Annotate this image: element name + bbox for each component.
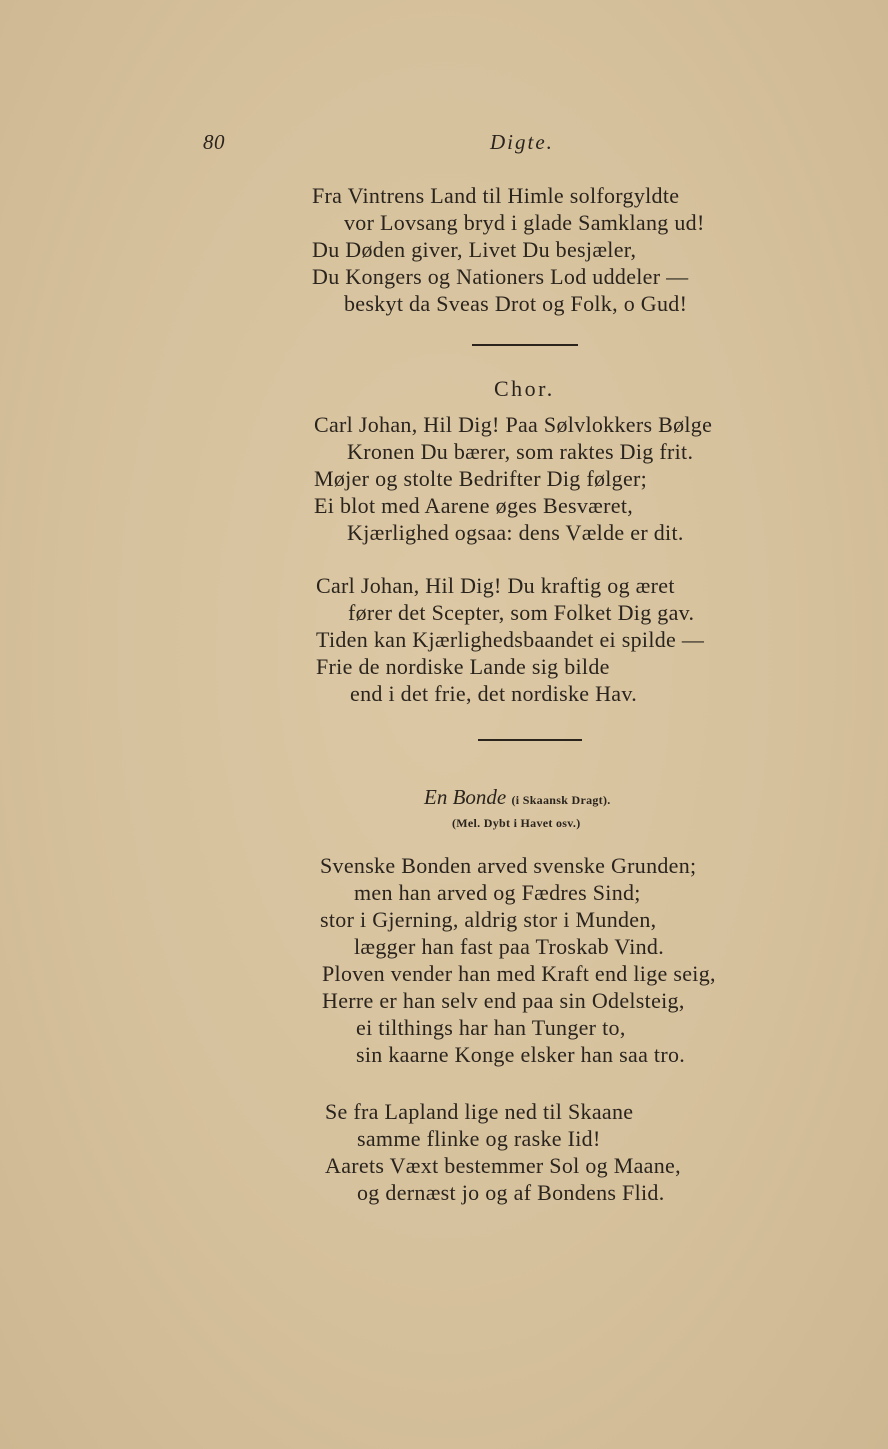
- verse-line: Fra Vintrens Land til Himle solforgyldte: [312, 183, 680, 208]
- verse-line: Herre er han selv end paa sin Odelsteig,: [322, 988, 685, 1013]
- page-number: 80: [203, 130, 225, 154]
- verse-line: Møjer og stolte Bedrifter Dig følger;: [314, 466, 648, 491]
- verse-line: Du Døden giver, Livet Du besjæler,: [312, 237, 637, 262]
- verse-line: lægger han fast paa Troskab Vind.: [354, 934, 665, 959]
- verse-line: stor i Gjerning, aldrig stor i Munden,: [320, 907, 657, 932]
- verse-line: Tiden kan Kjærlighedsbaandet ei spilde —: [316, 627, 705, 652]
- page-header-title: Digte.: [490, 130, 554, 154]
- song-title-text: En Bonde: [424, 785, 507, 809]
- verse-line: Se fra Lapland lige ned til Skaane: [325, 1099, 634, 1124]
- verse-line: beskyt da Sveas Drot og Folk, o Gud!: [344, 291, 688, 316]
- verse-line: Svenske Bonden arved svenske Grunden;: [320, 853, 697, 878]
- verse-line: Kronen Du bærer, som raktes Dig frit.: [347, 439, 694, 464]
- verse-line: Carl Johan, Hil Dig! Du kraftig og æret: [316, 573, 675, 598]
- verse-line: sin kaarne Konge elsker han saa tro.: [356, 1042, 686, 1067]
- section-divider: [478, 739, 582, 741]
- verse-line: vor Lovsang bryd i glade Samklang ud!: [344, 210, 705, 235]
- chor-heading: Chor.: [494, 376, 555, 401]
- verse-line: og dernæst jo og af Bondens Flid.: [357, 1180, 665, 1205]
- verse-line: ei tilthings har han Tunger to,: [356, 1015, 626, 1040]
- verse-line: Carl Johan, Hil Dig! Paa Sølvlokkers Bølge: [314, 412, 713, 437]
- song-title: [424, 785, 611, 810]
- verse-line: Du Kongers og Nationers Lod uddeler —: [312, 264, 689, 289]
- verse-line: Kjærlighed ogsaa: dens Vælde er dit.: [347, 520, 684, 545]
- verse-line: Ploven vender han med Kraft end lige seig,: [322, 961, 716, 986]
- song-melody-note: (Mel. Dybt i Havet osv.): [452, 816, 581, 830]
- verse-line: end i det frie, det nordiske Hav.: [350, 681, 638, 706]
- verse-line: Aarets Væxt bestemmer Sol og Maane,: [325, 1153, 681, 1178]
- verse-line: Ei blot med Aarene øges Besværet,: [314, 493, 634, 518]
- song-subtitle: (i Skaansk Dragt).: [511, 793, 611, 807]
- verse-line: samme flinke og raske Iid!: [357, 1126, 601, 1151]
- verse-line: men han arved og Fædres Sind;: [354, 880, 641, 905]
- section-divider: [472, 344, 578, 346]
- verse-line: fører det Scepter, som Folket Dig gav.: [348, 600, 695, 625]
- verse-line: Frie de nordiske Lande sig bilde: [316, 654, 610, 679]
